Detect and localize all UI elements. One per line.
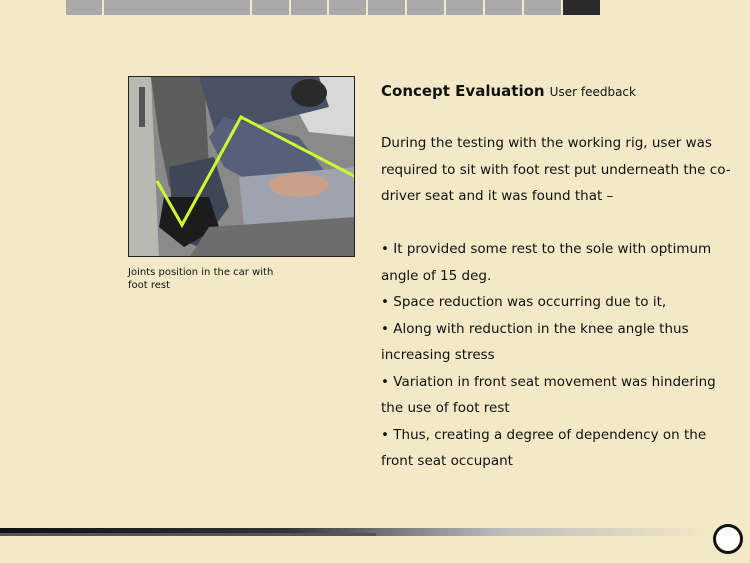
next-slide-button[interactable] xyxy=(713,524,743,554)
nav-segment-4[interactable] xyxy=(291,0,327,15)
intro-paragraph: During the testing with the working rig, user was required to sit with foot rest put underneath the co-driver seat and it was found that – xyxy=(381,135,731,204)
slide-title xyxy=(381,81,721,100)
nav-segment-7[interactable] xyxy=(407,0,444,15)
footer-progress-line xyxy=(0,533,376,536)
nav-segment-1[interactable] xyxy=(66,0,102,15)
bullet-item-1: • It provided some rest to the sole with optimum angle of 15 deg. xyxy=(381,236,731,289)
title-main: Concept Evaluation xyxy=(381,82,545,100)
photo-caption: Joints position in the car with foot rest xyxy=(128,267,274,291)
nav-segment-5[interactable] xyxy=(329,0,366,15)
bullet-item-3: • Along with reduction in the knee angle thus increasing stress xyxy=(381,316,731,369)
bullet-item-4: • Variation in front seat movement was hindering the use of foot rest xyxy=(381,369,731,422)
bullet-item-2: • Space reduction was occurring due to it, xyxy=(381,289,731,316)
nav-segment-6[interactable] xyxy=(368,0,405,15)
car-seat-illustration xyxy=(129,77,355,257)
bullet-item-5: • Thus, creating a degree of dependency on the front seat occupant xyxy=(381,422,731,475)
slide-navigation-bar xyxy=(66,0,600,15)
nav-segment-11[interactable] xyxy=(563,0,600,15)
nav-segment-9[interactable] xyxy=(485,0,522,15)
title-subtitle: User feedback xyxy=(549,85,636,99)
car-seat-photo xyxy=(128,76,355,257)
nav-segment-10[interactable] xyxy=(524,0,561,15)
nav-segment-8[interactable] xyxy=(446,0,483,15)
nav-segment-3[interactable] xyxy=(252,0,289,15)
body-text xyxy=(381,130,731,475)
nav-segment-2[interactable] xyxy=(104,0,250,15)
